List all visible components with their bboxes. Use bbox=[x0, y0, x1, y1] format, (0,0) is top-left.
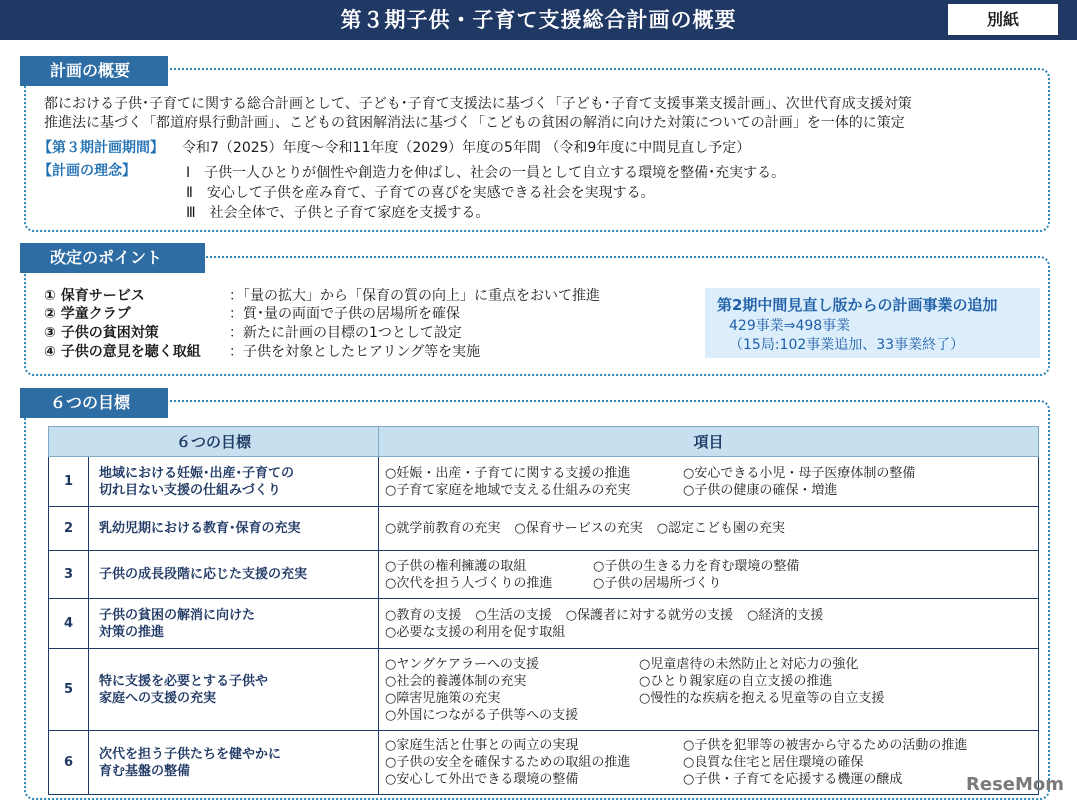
goal-number: 3 bbox=[49, 551, 89, 599]
goal-item: ○経済的支援 bbox=[747, 607, 824, 623]
page-title: 第３期子供・子育て支援総合計画の概要 bbox=[340, 8, 737, 32]
goal-item: ○安心して外出できる環境の整備 bbox=[385, 772, 579, 787]
revision-point-label: ② 学童クラブ bbox=[44, 306, 131, 322]
revision-point-label: ④ 子供の意見を聴く取組 bbox=[44, 344, 201, 360]
revision-point-text: ：子供を対象としたヒアリング等を実施 bbox=[229, 344, 481, 360]
items-column-header: 項目 bbox=[379, 427, 1039, 457]
goals-tab: ６つの目標 bbox=[20, 388, 168, 418]
goal-item: ○ひとり親家庭の自立支援の推進 bbox=[639, 673, 833, 689]
goal-item: ○安心できる小児・母子医療体制の整備 bbox=[683, 465, 916, 481]
goal-item: ○子供の安全を確保するための取組の推進 bbox=[385, 755, 631, 770]
table-row bbox=[49, 731, 1039, 795]
addition-detail: （15局:102事業追加、33事業終了） bbox=[729, 337, 965, 353]
goal-title-line: 次代を担う子供たちを健やかに bbox=[99, 746, 282, 762]
revision-point bbox=[44, 287, 600, 305]
table-row bbox=[49, 507, 1039, 551]
goal-title bbox=[89, 731, 379, 795]
goal-item: ○子育て家庭を地域で支える仕組みの充実 bbox=[385, 482, 631, 498]
goal-title-line: 子供の貧困の解消に向けた bbox=[99, 607, 256, 623]
goal-title-line: 育む基盤の整備 bbox=[99, 763, 191, 779]
philosophy-item: Ⅲ 社会全体で、子供と子育て家庭を支援する。 bbox=[186, 205, 490, 221]
goal-item: ○社会的養護体制の充実 bbox=[385, 673, 527, 689]
goal-items bbox=[379, 731, 1039, 795]
attachment-badge: 別紙 bbox=[947, 3, 1059, 36]
goal-item: ○良質な住宅と居住環境の確保 bbox=[683, 755, 864, 770]
goal-item: ○子供の生きる力を育む環境の整備 bbox=[593, 558, 800, 574]
plan-addition-box bbox=[705, 288, 1040, 358]
goal-title bbox=[89, 551, 379, 599]
goal-number: 5 bbox=[49, 649, 89, 731]
goal-items bbox=[379, 551, 1039, 599]
goal-item: ○就学前教育の充実 bbox=[385, 521, 501, 536]
goal-title-line: 特に支援を必要とする子供や bbox=[99, 673, 269, 689]
goal-item: ○子供を犯罪等の被害から守るための活動の推進 bbox=[683, 738, 968, 753]
addition-count: 429事業⇒498事業 bbox=[729, 318, 851, 334]
philosophy-label: 【計画の理念】 bbox=[38, 163, 136, 179]
goal-item: ○ヤングケアラーへの支援 bbox=[385, 656, 539, 672]
philosophy-item: Ⅱ 安心して子供を産み育て、子育ての喜びを実感できる社会を実現する。 bbox=[186, 185, 655, 201]
watermark-logo: ReseMom bbox=[966, 774, 1065, 795]
goal-number: 6 bbox=[49, 731, 89, 795]
revision-point bbox=[44, 324, 462, 342]
period-text: 令和7（2025）年度～令和11年度（2029）年度の5年間 （令和9年度に中間見直し予定） bbox=[182, 140, 751, 156]
revision-point-text: ：「量の拡大」から「保育の質の向上」に重点をおいて推進 bbox=[229, 288, 600, 304]
goal-title-line: 対策の推進 bbox=[99, 624, 165, 640]
goal-title bbox=[89, 649, 379, 731]
goal-item: ○教育の支援 bbox=[385, 607, 462, 623]
goal-item: ○次代を担う人づくりの推進 bbox=[385, 575, 553, 591]
goal-column-header: ６つの目標 bbox=[49, 427, 379, 457]
goal-item: ○妊娠・出産・子育てに関する支援の推進 bbox=[385, 465, 631, 481]
period-label: 【第３期計画期間】 bbox=[38, 140, 164, 156]
goal-title-line: 地域における妊娠･出産･子育ての bbox=[99, 465, 295, 481]
goal-item: ○必要な支援の利用を促す取組 bbox=[385, 624, 566, 640]
table-row bbox=[49, 649, 1039, 731]
goal-title bbox=[89, 457, 379, 507]
table-row bbox=[49, 599, 1039, 649]
goal-title bbox=[89, 599, 379, 649]
goal-items bbox=[379, 507, 1039, 551]
table-header-row bbox=[49, 427, 1039, 457]
revision-point-label: ③ 子供の貧困対策 bbox=[44, 325, 159, 341]
revision-point-text: ：新たに計画の目標の1つとして設定 bbox=[229, 325, 462, 341]
goal-item: ○保護者に対する就労の支援 bbox=[565, 607, 734, 623]
goal-number: 4 bbox=[49, 599, 89, 649]
goal-number: 1 bbox=[49, 457, 89, 507]
goal-title-line: 子供の成長段階に応じた支援の充実 bbox=[99, 567, 308, 582]
goal-item: ○外国につながる子供等への支援 bbox=[385, 707, 579, 723]
goal-items bbox=[379, 599, 1039, 649]
goal-item: ○保育サービスの充実 bbox=[514, 521, 643, 536]
revision-point-text: ：質･量の両面で子供の居場所を確保 bbox=[229, 306, 460, 322]
addition-title: 第2期中間見直し版からの計画事業の追加 bbox=[717, 296, 998, 314]
revision-point bbox=[44, 305, 460, 323]
goal-title-line: 乳幼児期における教育･保育の充実 bbox=[99, 521, 301, 536]
goal-number: 2 bbox=[49, 507, 89, 551]
table-row bbox=[49, 457, 1039, 507]
goal-item: ○生活の支援 bbox=[475, 607, 552, 623]
revision-tab: 改定のポイント bbox=[20, 243, 205, 273]
goal-item: ○児童虐待の未然防止と対応力の強化 bbox=[639, 656, 859, 672]
goal-title-line: 切れ目ない支援の仕組みづくり bbox=[99, 482, 281, 498]
philosophy-item: Ⅰ 子供一人ひとりが個性や創造力を伸ばし、社会の一員として自立する環境を整備･充実する。 bbox=[186, 165, 786, 181]
goal-item: ○子供の健康の確保・増進 bbox=[683, 482, 838, 498]
goal-item: ○認定こども園の充実 bbox=[656, 521, 786, 536]
goal-title-line: 家庭への支援の充実 bbox=[99, 690, 217, 706]
goal-item: ○子供の権利擁護の取組 bbox=[385, 558, 527, 574]
goal-item: ○子供の居場所づくり bbox=[593, 575, 722, 591]
goals-table bbox=[48, 426, 1039, 795]
overview-desc-line1: 都における子供･子育てに関する総合計画として、子ども･子育て支援法に基づく「子ども･子育て支援事業支援計画」、次世代育成支援対策 bbox=[44, 96, 912, 112]
goal-item: ○家庭生活と仕事との両立の実現 bbox=[385, 738, 579, 753]
overview-tab: 計画の概要 bbox=[20, 56, 168, 86]
revision-point bbox=[44, 343, 480, 361]
goal-item: ○障害児施策の充実 bbox=[385, 690, 501, 706]
table-row bbox=[49, 551, 1039, 599]
goal-title bbox=[89, 507, 379, 551]
goal-items bbox=[379, 457, 1039, 507]
goal-items bbox=[379, 649, 1039, 731]
overview-desc-line2: 推進法に基づく「都道府県行動計画」、こどもの貧困解消法に基づく「こどもの貧困の解消に向けた対策についての計画」を一体的に策定 bbox=[44, 115, 905, 131]
goal-item: ○慢性的な疾病を抱える児童等の自立支援 bbox=[639, 690, 885, 706]
revision-point-label: ① 保育サービス bbox=[44, 288, 145, 304]
goal-item: ○子供・子育てを応援する機運の醸成 bbox=[683, 772, 903, 787]
